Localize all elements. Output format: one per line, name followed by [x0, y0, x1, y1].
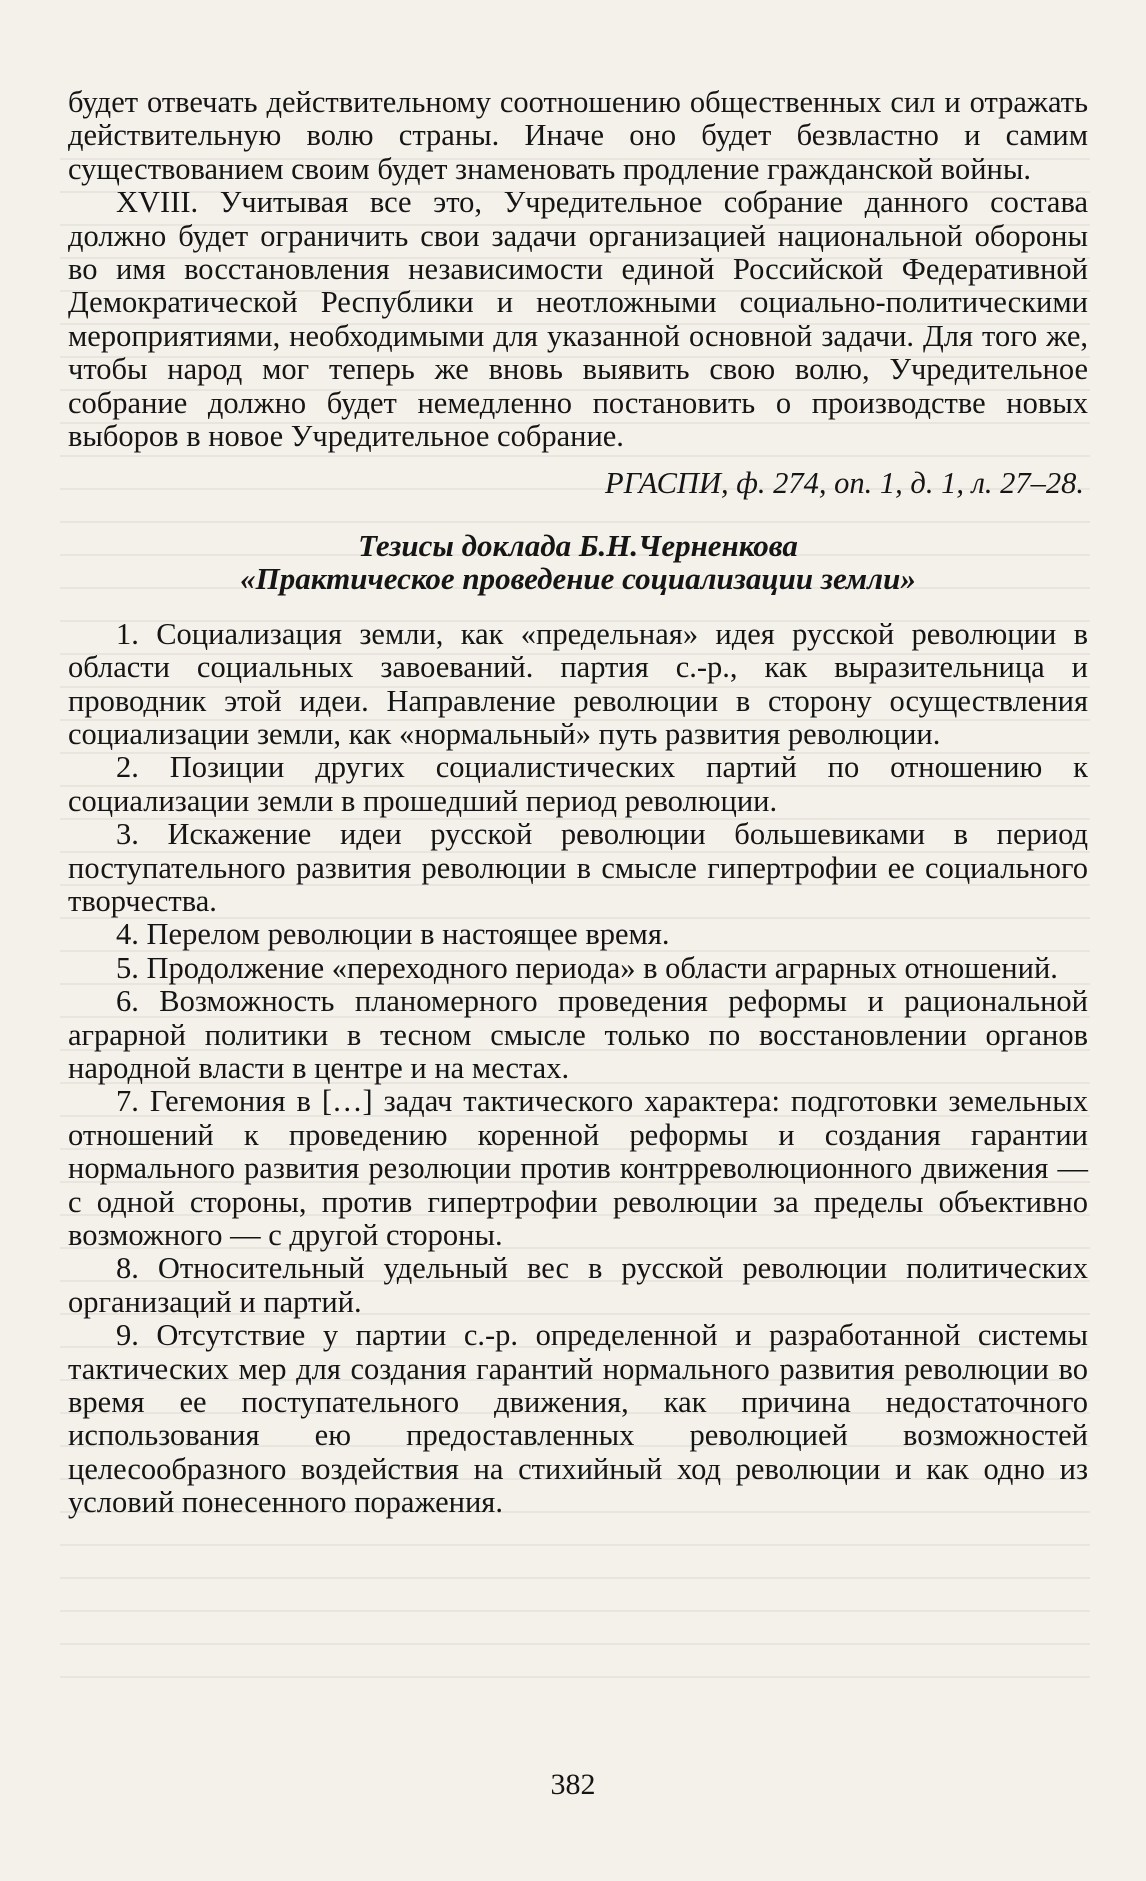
intro-paragraph-xviii: XVIII. Учитывая все это, Учредительное собрание данного состава должно будет ограничить свои задачи организацией национальной обороны во имя восстановления независимости единой Российской Федеративной Демократической Республики и неотложными социально-политическими мероприятиями, необходимыми для указанной основной задачи. Для того же, чтобы народ мог теперь же вновь выявить свою волю, Учредительное собрание должно будет немедленно постановить о производстве новых выборов в новое Учредительное собрание.: [68, 185, 1088, 454]
thesis-item: 8. Относительный удельный вес в русской революции политических организаций и партий.: [68, 1251, 1088, 1319]
book-page: [68, 86, 1088, 1520]
thesis-item: 1. Социализация земли, как «предельная» идея русской революции в области социальных завоеваний. партия с.-р., как выразительница и проводник этой идеи. Направление революции в сторону осуществления социализации земли, как «нормальный» путь развития революции.: [68, 616, 1088, 751]
intro-paragraph-continuation: будет отвечать действительному соотношению общественных сил и отражать действительную волю страны. Иначе оно будет безвластно и самим существованием своим будет знаменовать продление гражданской войны.: [68, 85, 1088, 186]
thesis-item: 4. Перелом революции в настоящее время.: [116, 917, 670, 952]
thesis-item: 5. Продолжение «переходного периода» в области аграрных отношений.: [116, 950, 1058, 985]
section-heading: [68, 529, 1088, 596]
archive-source-reference: РГАСПИ, ф. 274, оп. 1, д. 1, л. 27–28.: [605, 466, 1084, 501]
heading-subtitle-line: «Практическое проведение социализации земли»: [240, 561, 916, 597]
heading-title-line: Тезисы доклада Б.Н.Черненкова: [358, 527, 798, 563]
thesis-item: 9. Отсутствие у партии с.-р. определенной и разработанной системы тактических мер для создания гарантий нормального развития революции во время ее поступательного движения, как причина недостаточного использования ею предоставленных революцией возможностей целесообразного воздействия на стихийный ход революции и как одно из условий понесенного поражения.: [68, 1318, 1088, 1520]
thesis-item: 3. Искажение идеи русской революции большевиками в период поступательного развития революции в смысле гипертрофии ее социального творчества.: [68, 817, 1088, 918]
theses-list: [68, 618, 1088, 1520]
thesis-item: 2. Позиции других социалистических партий по отношению к социализации земли в прошедший период революции.: [68, 750, 1088, 818]
thesis-item: 6. Возможность планомерного проведения реформы и рациональной аграрной политики в тесном смысле только по восстановлении органов народной власти в центре и на местах.: [68, 984, 1088, 1085]
page-number: 382: [550, 1768, 596, 1801]
thesis-item: 7. Гегемония в […] задач тактического характера: подготовки земельных отношений к проведению коренной реформы и создания гарантии нормального развития резолюции против контрреволюционного движения — с одной стороны, против гипертрофии революции за пределы объективно возможного — с другой стороны.: [68, 1084, 1088, 1252]
